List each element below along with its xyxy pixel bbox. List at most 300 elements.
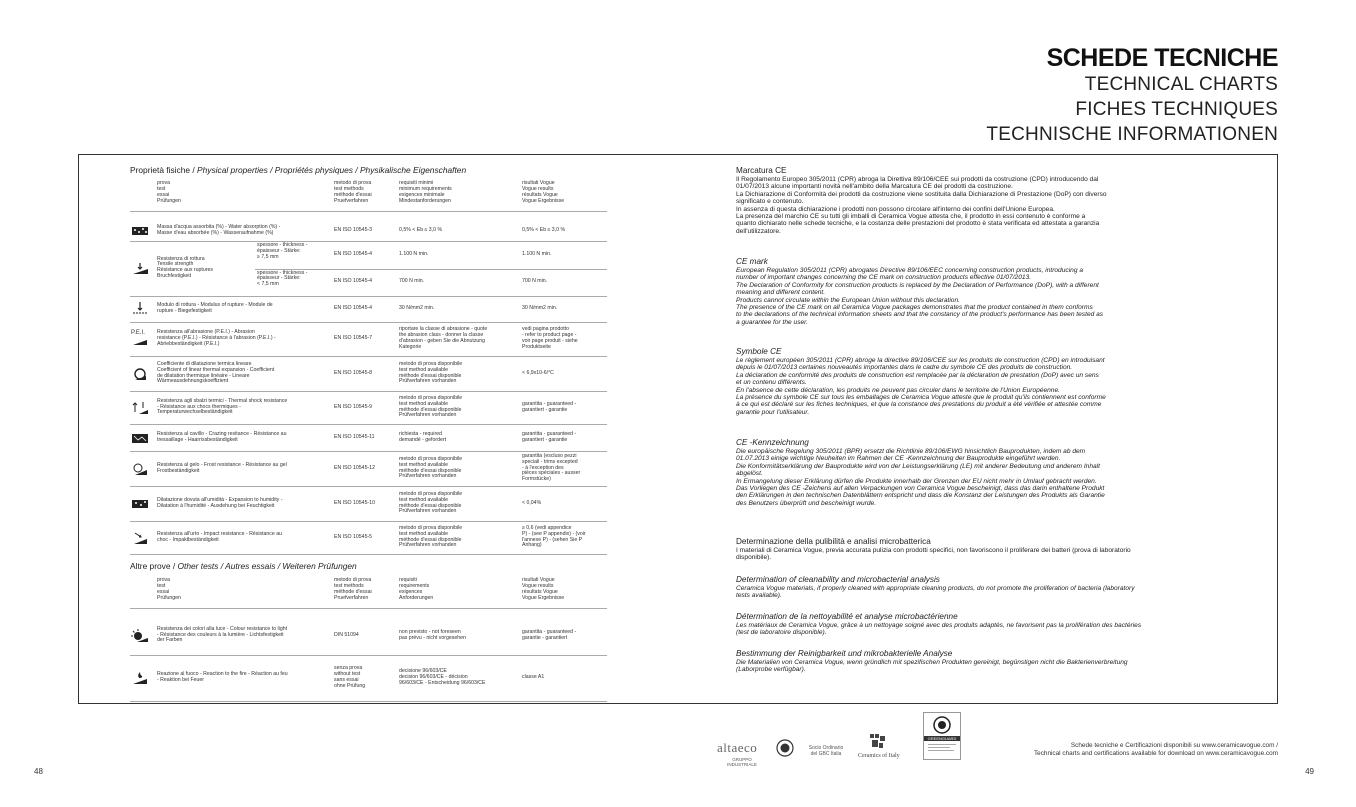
row-requirement-line: méthode d'essai disponible bbox=[399, 502, 462, 509]
header-requirements-line: requisiti bbox=[399, 577, 417, 583]
row-name-line: Resistenza dei colori alla luce - Colour resistance to light bbox=[157, 625, 288, 632]
row-name-line: Coefficiente di dilatazione termica lineare bbox=[157, 360, 252, 367]
block-line: Il Regolamento Europeo 305/2011 (CPR) abroga la Direttiva 89/106/CEE sui prodotti da costruzione (CPD) introducendo dal bbox=[736, 176, 1099, 183]
block-line: European Regulation 305/2011 (CPR) abrogates Directive 89/106/EEC concerning construction products, introducing a bbox=[736, 267, 1083, 274]
row-result bbox=[522, 675, 544, 681]
header-test-line: prova bbox=[157, 577, 170, 583]
row-result-line: l'annexe P) - (sehen Sie P bbox=[522, 536, 583, 543]
row-method: EN ISO 10545-11 bbox=[334, 433, 375, 440]
row-requirement-line: test method available bbox=[399, 496, 449, 503]
block-line: den Erklärungen in den technischen Datenblättern entspricht und dass die Konstanz der Leistungen des Produkts als Garantie bbox=[736, 492, 1105, 500]
row-requirement-line: test method available bbox=[399, 366, 449, 373]
footer-note-line: Technical charts and certifications available for download on www.ceramicavogue.com bbox=[1033, 750, 1278, 757]
row-requirement-line: test method available bbox=[399, 461, 449, 468]
block-heading: Symbole CE bbox=[736, 347, 782, 356]
row-name bbox=[157, 303, 273, 315]
row-name bbox=[157, 225, 280, 237]
block-line: quanto dichiarato nelle schede tecniche, e la costanza delle prestazioni del prodotto è stata verificata ed attestata a garanzia bbox=[736, 220, 1100, 228]
header-results-line: risultati Vogue bbox=[522, 180, 555, 186]
row-name bbox=[157, 498, 283, 510]
row-result bbox=[522, 327, 578, 351]
row-requirement-line: 1.100 N min. bbox=[399, 250, 429, 257]
row-result-line: < 0,04% bbox=[522, 499, 542, 506]
row-requirement-line: 700 N min. bbox=[399, 278, 425, 285]
header-test-line: test bbox=[157, 582, 166, 589]
row-method: EN ISO 10545-7 bbox=[334, 335, 373, 342]
row-name-line: - Résistance aux chocs thermiques - bbox=[157, 403, 241, 410]
header-results-line: Vogue Ergebnisse bbox=[522, 197, 565, 204]
row-name-line: - Reaktion bei Feuer bbox=[157, 677, 204, 683]
row-requirement-line: metodo di prova disponibile bbox=[399, 524, 463, 531]
header-method-line: méthode d'essai bbox=[334, 191, 372, 198]
row-method: EN ISO 10545-12 bbox=[334, 464, 375, 471]
block-line: La Dichiarazione di Conformità dei prodotti da costruzione viene sostituita dalla Dichiarazione di Prestazione (DoP) con diverso bbox=[736, 190, 1107, 198]
row-requirement-line: test method available bbox=[399, 530, 449, 537]
row-result-line: pièces spéciales - ausser bbox=[522, 470, 581, 477]
row-method: EN ISO 10545-4 bbox=[334, 250, 373, 257]
header-results-line: Vogue results bbox=[522, 185, 554, 192]
block-heading: Determinazione della pulibilità e analisi microbatterica bbox=[736, 537, 931, 546]
row-name bbox=[157, 362, 274, 386]
block-line: En l'absence de cette déclaration, les produits ne peuvent pas circuler dans le territoire de l'Union Européenne. bbox=[736, 386, 1060, 394]
row-name bbox=[157, 330, 276, 348]
row-requirement-line: Prüfverfahren vorhanden bbox=[399, 542, 457, 549]
row-requirement-line: 30 N/mm2 min. bbox=[399, 305, 435, 312]
greenguard-icon bbox=[933, 716, 951, 734]
row-name-line: Resistenza al gelo - Frost resistance - Résistance au gel bbox=[157, 461, 287, 468]
row-requirement bbox=[399, 526, 462, 550]
row-result bbox=[522, 402, 576, 414]
row-name bbox=[157, 532, 282, 544]
block-heading: CE mark bbox=[736, 257, 768, 266]
row-result-line: garantiert - garantie bbox=[522, 436, 568, 443]
ce-de-block bbox=[736, 438, 1224, 507]
block-line: In assenza di questa dichiarazione i prodotti non possono circolare all'interno dei confini dell'Unione Europea. bbox=[736, 205, 1055, 213]
row-method: EN ISO 10545-4 bbox=[334, 305, 373, 312]
row-method: EN ISO 10545-9 bbox=[334, 403, 373, 410]
row-requirement-line: Prüfverfahren vorhanden bbox=[399, 412, 457, 419]
header-method-line: test methods bbox=[334, 582, 364, 589]
subtitle-fr: FICHES TECHNIQUES bbox=[1075, 99, 1278, 120]
subtitle-en: TECHNICAL CHARTS bbox=[1084, 74, 1278, 95]
block-line: dell'utilizzatore. bbox=[736, 227, 781, 235]
block-line: Die Konformitätserklärung der Bauprodukte wird von der Leistungserklärung (LE) mit anderer Bedeutung und anderem Inhalt bbox=[736, 462, 1100, 470]
other-title-it: Altre prove / bbox=[130, 561, 178, 571]
row-name-line: tressaillage - Haarrissbeständigkeit bbox=[157, 436, 238, 443]
header-requirements-line: Anforderungen bbox=[399, 594, 434, 601]
row-name-line: Masse d'eau absorbée (%) - Wasseraufnahme (%) bbox=[157, 229, 274, 236]
row-name-line: Modulo di rottura - Modulus of rupture - Module de bbox=[157, 302, 273, 309]
row-name-line: Tensile strength bbox=[157, 261, 194, 268]
row-result-line: ≥ 0,6 (vedi appendice bbox=[522, 524, 572, 531]
row-requirement-line: méthode d'essai disponible bbox=[399, 467, 462, 474]
header-requirements-line: requirements bbox=[399, 582, 430, 589]
clean-fr-block bbox=[736, 612, 1224, 637]
row-requirement-line: test method available bbox=[399, 400, 449, 407]
header-test bbox=[157, 578, 181, 602]
altaeco-logo: altaeco bbox=[717, 740, 758, 755]
row-requirement-line: 0,5% < Eb ≤ 3,0 % bbox=[399, 226, 443, 233]
row-requirement-line: metodo di prova disponibile bbox=[399, 394, 463, 401]
block-heading: Bestimmung der Reinigbarkeit und mikrobakterielle Analyse bbox=[736, 649, 953, 658]
row-result bbox=[522, 501, 541, 507]
header-results bbox=[522, 578, 564, 602]
row-requirement-line: decisione 96/603/CE bbox=[399, 668, 447, 675]
row-requirement-line: metodo di prova disponibile bbox=[399, 360, 463, 367]
header-test-line: test bbox=[157, 185, 166, 192]
block-heading: Détermination de la nettoyabilité et analyse microbactérienne bbox=[736, 612, 958, 621]
header-test-line: essai bbox=[157, 588, 170, 595]
header-method-line: Pruefverfahren bbox=[334, 594, 369, 601]
block-line: meaning and different content. bbox=[736, 289, 826, 297]
row-result bbox=[522, 228, 565, 234]
row-divider bbox=[130, 296, 607, 297]
header-requirements-line: minimum requirements bbox=[399, 185, 452, 192]
row-requirement-line: 96/603/CE - Entscheidung 96/603/CE bbox=[399, 679, 486, 686]
physical-title-it: Proprietà fisiche / bbox=[130, 165, 198, 175]
row-name-line: Resistenza all'abrasione (P.E.I.) - Abrasion bbox=[157, 329, 255, 336]
row-name-line: der Farben bbox=[157, 637, 183, 644]
row-name-line: Massa d'acqua assorbita (%) - Water absorption (%) - bbox=[157, 223, 281, 230]
other-title-rest: Other tests / Autres essais / Weiteren Prüfungen bbox=[177, 561, 357, 571]
row-result-line: P) - (see P appendix) - (voir bbox=[522, 530, 586, 537]
clean-en-block bbox=[736, 575, 1224, 600]
row-subcondition bbox=[257, 243, 307, 261]
header-requirements-line: exigences minimale bbox=[399, 191, 445, 198]
row-requirement bbox=[399, 252, 428, 258]
ceramics-italy-logo-icon bbox=[868, 731, 888, 751]
row-divider bbox=[130, 608, 607, 609]
clean-it-block bbox=[736, 537, 1224, 562]
row-requirement bbox=[399, 306, 434, 312]
row-result-line: garantita - guaranteed - bbox=[522, 430, 577, 437]
block-heading: CE -Kennzeichnung bbox=[736, 438, 809, 447]
header-requirements-line: Mindestanforderungen bbox=[399, 197, 451, 204]
block-line: The Declaration of Conformity for construction products is replaced by the Declaration of Performance (DoP), with a different bbox=[736, 281, 1099, 289]
row-result-line: Anhang) bbox=[522, 542, 542, 549]
header-requirements bbox=[399, 578, 433, 602]
row-method-line: senza prova bbox=[334, 665, 363, 672]
row-name-line: de dilatation thermique linéaire - Lineare bbox=[157, 372, 250, 379]
row-divider bbox=[130, 391, 607, 392]
header-test-line: prova bbox=[157, 180, 170, 186]
footer-note bbox=[1034, 742, 1278, 758]
row-divider bbox=[130, 486, 607, 487]
row-requirement-line: Kategorie bbox=[399, 343, 422, 350]
row-result bbox=[522, 252, 551, 258]
block-line: Die Materialien von Ceramica Vogue, wenn gründlich mit spezifischen Produkten gereinigt, begünstigen nicht die Bakterienverbreitung bbox=[736, 659, 1128, 666]
pei-label: P.E.I. bbox=[131, 330, 145, 336]
block-line: Die europäische Regelung 305/2011 (BPR) ersetzt die Richtlinie 89/106/EWG hinsichtlich Bauprodukten, indem ab dem bbox=[736, 448, 1086, 455]
header-test-line: essai bbox=[157, 191, 170, 198]
block-line: Das Vorliegen des CE -Zeichens auf allen Verpackungen von Ceramica Vogue bescheinigt, dass das darin enthaltene Produkt bbox=[736, 485, 1105, 493]
block-line: 01.07.2013 einige wichtige Neuheiten im Rahmen der CE -Kennzeichnung der Bauprodukte eingeführt werden. bbox=[736, 455, 1061, 463]
block-line: Les matériaux de Ceramica Vogue, grâce à un nettoyage soigné avec des produits adaptés, ne favorisent pas la prolifération des bactéries bbox=[736, 622, 1142, 629]
row-requirement-line: decision 96/603/CE - décision bbox=[399, 674, 468, 681]
row-requirement bbox=[399, 630, 466, 642]
block-line: tests available). bbox=[736, 592, 782, 600]
row-subcondition-line: épaisseur - Stärke: bbox=[257, 247, 301, 254]
row-result-line: vedi pagina prodotto bbox=[522, 326, 570, 333]
block-line: disponibile). bbox=[736, 554, 772, 562]
row-result-line: garantita - guaranteed - bbox=[522, 400, 577, 407]
row-name-line: Resistenza al cavillo - Crazing resitance - Résistance au bbox=[157, 430, 287, 437]
row-requirement-line: Prüfverfahren vorhanden bbox=[399, 473, 457, 480]
row-result-line: garantiert - garantie bbox=[522, 406, 568, 413]
block-line: to the declarations of the technical information sheets and that the constancy of the product's performance has been tested as bbox=[736, 311, 1104, 319]
block-line: Products cannot circulate within the European Union without this declaration. bbox=[736, 296, 960, 304]
crazing-icon bbox=[131, 431, 149, 445]
row-divider bbox=[130, 451, 607, 452]
row-method: EN ISO 10545-10 bbox=[334, 499, 375, 506]
row-name-line: Reazione al fuoco - Reaction to the fire - Réaction au feu bbox=[157, 671, 288, 678]
header-requirements bbox=[399, 181, 452, 205]
row-result bbox=[522, 432, 576, 444]
row-divider bbox=[130, 241, 607, 242]
row-requirement-line: metodo di prova disponibile bbox=[399, 455, 463, 462]
row-name-line: Résistance aux ruptures bbox=[157, 267, 213, 274]
row-name-line: Dilatation à l'humidité - Ausdehung bei Feuchtigkeit bbox=[157, 502, 275, 509]
header-results bbox=[522, 181, 564, 205]
row-requirement-line: metodo di prova disponibile bbox=[399, 490, 463, 497]
block-line: La presenza del marchio CE su tutti gli imballi di Ceramica Vogue attesta che, il prodotto in essi contenuto è conforme a bbox=[736, 213, 1086, 221]
page-number-left: 48 bbox=[34, 767, 43, 776]
row-subcondition bbox=[257, 271, 307, 289]
row-name-line: Bruchfestigkeit bbox=[157, 273, 192, 280]
row-result-line: garantita (escluso pezzi bbox=[522, 452, 577, 459]
row-requirement-line: riportare la classe di abrasione - quote bbox=[399, 326, 488, 333]
row-requirement-line: the abrasion class - donner la classe bbox=[399, 332, 484, 339]
block-line: des Benutzers überprüft und bescheinigt wurde. bbox=[736, 499, 877, 507]
block-line: abgelöst. bbox=[736, 470, 763, 478]
block-line: (Laborprobe verfügbar). bbox=[736, 666, 806, 674]
header-results-line: risultati Vogue bbox=[522, 577, 555, 583]
row-requirement bbox=[399, 457, 462, 481]
row-name-line: Frostbeständigkeit bbox=[157, 467, 200, 474]
modulus-rupture-icon bbox=[131, 302, 149, 316]
gbc-label: Socio Ordinario del GBC Italia bbox=[808, 745, 844, 757]
other-section-title bbox=[130, 561, 357, 571]
row-name-line: Resistenza di rottura bbox=[157, 255, 205, 262]
ce-en-block bbox=[736, 257, 1224, 326]
row-subcondition-line: spessore - thickness - bbox=[257, 242, 308, 248]
row-requirement bbox=[399, 362, 462, 386]
header-requirements-line: requisiti minimi bbox=[399, 180, 434, 186]
row-result-line: 700 N min. bbox=[522, 278, 548, 285]
header-results-line: résultats Vogue bbox=[522, 191, 558, 198]
row-method: EN ISO 10545-5 bbox=[334, 533, 373, 540]
block-heading: Marcatura CE bbox=[736, 166, 787, 175]
light-resistance-icon bbox=[131, 629, 149, 643]
header-method-line: méthode d'essai bbox=[334, 588, 372, 595]
header-requirements-line: exigences bbox=[399, 588, 423, 595]
row-result-line: Formstücke) bbox=[522, 476, 551, 483]
row-method bbox=[334, 633, 359, 639]
row-result-line: - à l'exception des bbox=[522, 464, 564, 471]
header-method bbox=[334, 181, 372, 205]
row-requirement bbox=[399, 669, 486, 687]
row-name bbox=[157, 432, 286, 444]
row-method bbox=[334, 666, 365, 690]
row-result bbox=[522, 454, 580, 484]
row-result-line: classe A1 bbox=[522, 674, 545, 681]
header-method-line: Pruefverfahren bbox=[334, 197, 369, 204]
header-test-line: Prüfungen bbox=[157, 197, 181, 204]
row-requirement bbox=[399, 228, 442, 234]
row-subcondition-line: < 7,5 mm bbox=[257, 281, 279, 288]
row-divider bbox=[130, 554, 607, 555]
greenguard-badge bbox=[923, 712, 961, 760]
row-divider bbox=[130, 701, 607, 702]
water-absorption-icon bbox=[131, 224, 149, 238]
ce-it-block bbox=[736, 166, 1224, 235]
row-result-line: < 6,9x10-6/°C bbox=[522, 369, 554, 376]
header-results-line: Vogue Ergebnisse bbox=[522, 594, 565, 601]
header-test bbox=[157, 181, 181, 205]
physical-section-title bbox=[130, 165, 466, 175]
row-name-line: Wärmeausdehnungskoeffizient bbox=[157, 378, 229, 385]
thermal-expansion-icon bbox=[131, 367, 149, 381]
header-results-line: Vogue results bbox=[522, 582, 554, 589]
header-method-line: metodo di prova bbox=[334, 180, 372, 186]
row-name bbox=[157, 257, 213, 281]
row-result bbox=[522, 371, 554, 377]
row-method-line: DIN 51094 bbox=[334, 631, 359, 638]
row-name-line: Resistenza all'urto - Impact resistance - Résistance au bbox=[157, 530, 282, 537]
row-subcondition-line: épaisseur - Stärke: bbox=[257, 275, 301, 282]
row-result-line: 0,5% < Eb ≤ 3,0 % bbox=[522, 226, 566, 233]
row-requirement bbox=[399, 279, 424, 285]
block-line: et un contenu différents. bbox=[736, 379, 807, 387]
row-name-line: choc - Impaktbeständigkeit bbox=[157, 536, 219, 543]
row-divider bbox=[130, 211, 607, 212]
row-name-line: resistance (P.E.I.) - Résistance à l'abrasion (P.E.I.) - bbox=[157, 335, 276, 342]
row-result-line: - refer to product page - bbox=[522, 332, 577, 339]
block-line: significato e contenuto. bbox=[736, 198, 804, 206]
row-requirement-line: Prüfverfahren vorhanden bbox=[399, 508, 457, 515]
row-divider bbox=[130, 655, 607, 656]
row-method: EN ISO 10545-3 bbox=[334, 226, 373, 233]
fire-reaction-icon bbox=[131, 671, 149, 685]
physical-title-rest: Physical properties / Propriétés physiques / Physikalische Eigenschaften bbox=[197, 165, 467, 175]
ceramics-italy-logo: Ceramics of Italy bbox=[858, 753, 900, 759]
row-divider bbox=[130, 322, 607, 323]
row-method: EN ISO 10545-8 bbox=[334, 369, 373, 376]
row-name-line: Resistenza agli sbalzi termici - Thermal shock resistance bbox=[157, 397, 288, 404]
greenguard-label: GREENGUARD bbox=[924, 736, 960, 741]
block-line: depuis le 01/07/2013 certaines nouveautés importantes dans le cadre du symbole CE des produits de construction. bbox=[736, 364, 1073, 372]
row-name-line: Abriebbeständigkeit (P.E.I.) bbox=[157, 340, 220, 347]
row-result-line: garantie - garantiert bbox=[522, 634, 568, 641]
block-line: à ce qui est déclaré sur les fiches techniques, et que la constance des prestations du produit a été vérifiée et attestée comme bbox=[736, 401, 1102, 409]
row-requirement-line: méthode d'essai disponible bbox=[399, 372, 462, 379]
row-requirement-line: pas prévu - nicht vorgesehen bbox=[399, 634, 466, 641]
block-line: Ceramica Vogue materials, if properly cleaned with appropriate cleaning products, do not promote the proliferation of bacteria (laboratory bbox=[736, 585, 1135, 592]
row-method-line: without test bbox=[334, 671, 361, 678]
header-method bbox=[334, 578, 372, 602]
row-name-line: - Résistance des couleurs à la lumière - Lichtsfestigkeit bbox=[157, 631, 284, 638]
row-requirement bbox=[399, 396, 462, 420]
header-test-line: Prüfungen bbox=[157, 594, 181, 601]
row-divider bbox=[130, 356, 607, 357]
altaeco-sub: GRUPPO INDUSTRIALE bbox=[727, 757, 757, 767]
row-requirement-line: Prüfverfahren vorhanden bbox=[399, 378, 457, 385]
row-result-line: speciali - trims excepted bbox=[522, 458, 578, 465]
row-requirement bbox=[399, 327, 487, 351]
page-title: SCHEDE TECNICHE bbox=[1046, 44, 1278, 72]
row-method-line: ohne Prüfung bbox=[334, 682, 366, 689]
row-result-line: garantita - guaranteed - bbox=[522, 628, 577, 635]
row-name bbox=[157, 627, 287, 645]
thermal-shock-icon bbox=[131, 401, 149, 415]
block-line: Le règlement européen 305/2011 (CPR) abroge la directive 89/106/CEE sur les produits de construction (CPD) en introduisant bbox=[736, 357, 1105, 364]
row-requirement-line: d'abrasion - geben Sie die Abnutzung bbox=[399, 338, 486, 344]
row-subcondition-line: ≥ 7,5 mm bbox=[257, 253, 279, 260]
row-name-line: Coefficient of linear thermal expansion - Coefficient bbox=[157, 366, 275, 373]
impact-icon bbox=[131, 531, 149, 545]
gbc-logo-icon bbox=[776, 739, 794, 757]
row-name-line: Dilatazione dovuta all'umidità - Expansion to humidity - bbox=[157, 496, 283, 503]
block-line: (test de laboratoire disponible). bbox=[736, 629, 827, 637]
row-requirement bbox=[399, 432, 446, 444]
block-line: In Ermangelung dieser Erklärung dürfen die Produkte innerhalb der Grenzen der EU nicht mehr in Umlauf gebracht werden. bbox=[736, 477, 1097, 485]
row-requirement bbox=[399, 492, 462, 516]
row-divider bbox=[130, 424, 607, 425]
row-requirement-line: méthode d'essai disponible bbox=[399, 536, 462, 543]
block-line: La présence du symbole CE sur tous les emballages de Ceramica Vogue atteste que le produit qu'ils contiennent est conforme bbox=[736, 394, 1106, 402]
block-line: The presence of the CE mark on all Ceramica Vogue packages demonstrates that the product contained in them conforms bbox=[736, 304, 1093, 312]
block-heading: Determination of cleanability and microbacterial analysis bbox=[736, 575, 940, 584]
moisture-expansion-icon bbox=[131, 497, 149, 511]
row-result bbox=[522, 279, 547, 285]
row-name-line: rupture - Biegefestigkeit bbox=[157, 308, 212, 314]
row-divider bbox=[255, 269, 607, 270]
header-method-line: test methods bbox=[334, 185, 364, 192]
header-results-line: résultats Vogue bbox=[522, 588, 558, 595]
ce-fr-block bbox=[736, 347, 1224, 416]
row-requirement-line: richiesta - required bbox=[399, 430, 442, 437]
row-requirement-line: non previsto - not foreseen bbox=[399, 628, 461, 635]
page-number-right: 49 bbox=[1305, 767, 1314, 776]
header-method-line: metodo di prova bbox=[334, 577, 372, 583]
row-requirement-line: demandé - gefordert bbox=[399, 436, 447, 443]
block-line: I materiali di Ceramica Vogue, previa accurata pulizia con prodotti specifici, non favoriscono il proliferare dei batteri (prova di laboratorio bbox=[736, 547, 1131, 554]
row-divider bbox=[130, 521, 607, 522]
row-name bbox=[157, 672, 288, 684]
row-name bbox=[157, 463, 287, 475]
row-result-line: 1.100 N min. bbox=[522, 250, 552, 257]
block-line: number of important changes concerning the CE mark on construction products effective 01/07/2013. bbox=[736, 274, 1032, 282]
row-result bbox=[522, 630, 576, 642]
row-requirement-line: méthode d'essai disponible bbox=[399, 406, 462, 413]
block-line: La déclaration de conformité des produits de construction est remplacée par la déclaration de prestation (DoP) avec un sens bbox=[736, 371, 1099, 379]
frost-icon bbox=[131, 462, 149, 476]
footer-note-line: Schede tecniche e Certificazioni disponibili su www.ceramicavogue.com / bbox=[1070, 742, 1278, 749]
clean-de-block bbox=[736, 649, 1224, 674]
row-method-line: sans essai bbox=[334, 677, 359, 683]
row-method: EN ISO 10545-4 bbox=[334, 278, 373, 285]
row-result-line: voir page produit - siehe bbox=[522, 338, 578, 344]
subtitle-de: TECHNISCHE INFORMATIONEN bbox=[986, 124, 1278, 145]
row-name-line: Temperaturwechselbeständigkeit bbox=[157, 409, 233, 416]
block-line: a guarantee for the user. bbox=[736, 318, 808, 326]
row-result bbox=[522, 526, 586, 550]
block-line: garantie pour l'utilisateur. bbox=[736, 408, 810, 416]
row-result bbox=[522, 306, 557, 312]
row-subcondition-line: spessore - thickness - bbox=[257, 269, 308, 276]
row-result-line: 30 N/mm2 min. bbox=[522, 305, 558, 312]
block-line: 01/07/2013 alcune importanti novità nell'ambito della Marcatura CE dei prodotti da costruzione. bbox=[736, 183, 1013, 191]
